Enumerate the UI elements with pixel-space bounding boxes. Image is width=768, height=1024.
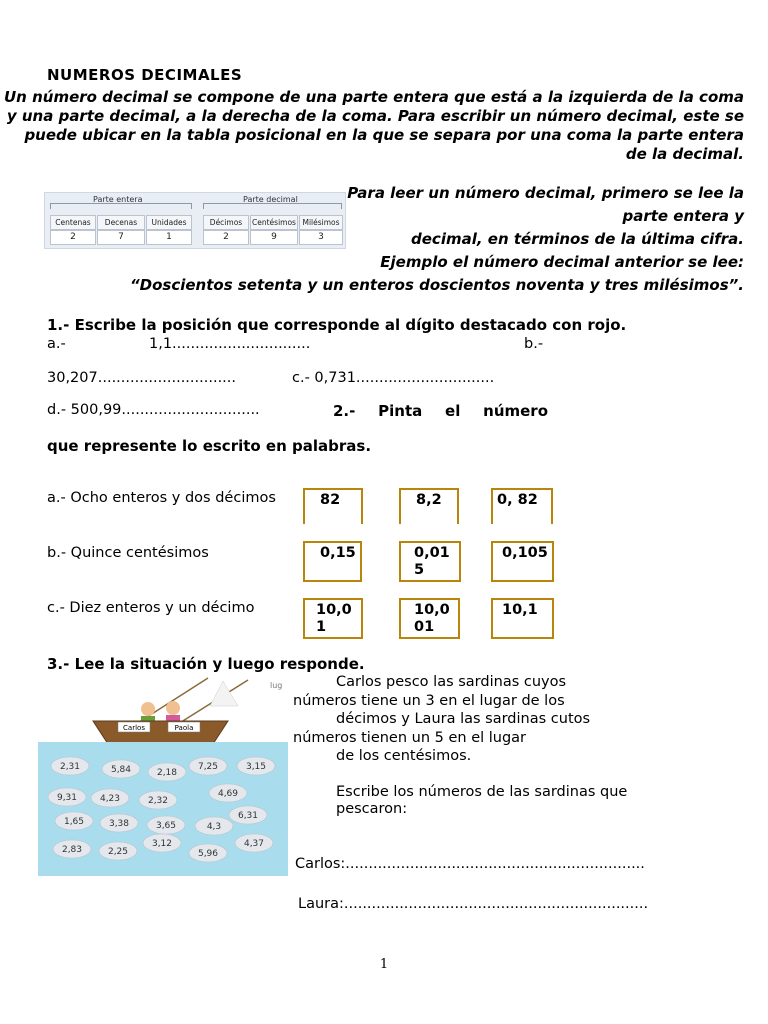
- reading-line-1: Para leer un número decimal, primero se lee la: [347, 184, 744, 202]
- sardine-number: 2,25: [107, 847, 129, 857]
- q3-text-2: números tiene un 3 en el lugar de los: [293, 693, 565, 709]
- q1-a-label: a.-: [47, 336, 66, 352]
- q2-a-option-1[interactable]: 82: [303, 488, 363, 524]
- sardine-number: 3,38: [108, 819, 130, 829]
- sardine-number: 4,23: [99, 794, 121, 804]
- intro-paragraph: Un número decimal se compone de una parte entera que está a la izquierda de la coma y una parte decimal, a la derecha de la coma. Para escribir un número decimal, este se puede ubicar en la tabla posicional en la que se separa por una coma la parte entera de la decimal.: [4, 88, 744, 163]
- sardine-number: 2,18: [156, 768, 178, 778]
- sardine-number: 3,65: [155, 821, 177, 831]
- q3-text-1: Carlos pesco las sardinas cuyos: [336, 674, 567, 690]
- q2-a-option-3[interactable]: 0, 82: [491, 488, 553, 524]
- sardine-number: 2,83: [61, 845, 83, 855]
- header-milesimos: Milésimos: [299, 215, 343, 230]
- group-entera-bracket: [50, 203, 192, 209]
- sardine-number: 9,31: [56, 793, 78, 803]
- q3-text-3: décimos y Laura las sardinas cutos: [336, 711, 591, 727]
- sardine-number: 6,31: [237, 811, 259, 821]
- reading-example: “Doscientos setenta y un enteros doscientos noventa y tres milésimos”.: [129, 276, 744, 294]
- page-title: NUMEROS DECIMALES: [47, 66, 243, 84]
- page-number: 1: [379, 957, 389, 972]
- q3-heading: 3.- Lee la situación y luego responde.: [47, 655, 365, 673]
- sardine-number: 3,12: [151, 839, 173, 849]
- name-carlos: Carlos: [123, 724, 145, 732]
- sardine-number: 7,25: [197, 762, 219, 772]
- sardine-number: 4,37: [243, 839, 265, 849]
- q2-a-label: a.- Ocho enteros y dos décimos: [47, 490, 276, 506]
- sardine-number: 4,3: [206, 822, 222, 832]
- name-paola: Paola: [174, 724, 194, 732]
- q2-b-option-2[interactable]: 0,015: [399, 541, 461, 582]
- value-centenas: 2: [50, 230, 96, 245]
- value-milesimos: 3: [299, 230, 343, 245]
- header-unidades: Unidades: [146, 215, 192, 230]
- q1-b-answer[interactable]: 30,207..............................: [47, 370, 237, 386]
- q1-c-answer[interactable]: c.- 0,731..............................: [292, 370, 495, 386]
- q1-a-answer[interactable]: 1,1..............................: [149, 336, 311, 352]
- header-centenas: Centenas: [50, 215, 96, 230]
- q2-b-option-1[interactable]: 0,15: [303, 541, 362, 582]
- q2-c-option-3[interactable]: 10,1: [491, 598, 554, 639]
- sardine-number: 4,69: [217, 789, 239, 799]
- sardine-number: 2,31: [59, 762, 81, 772]
- q2-c-option-1[interactable]: 10,01: [303, 598, 363, 639]
- fishing-illustration: [38, 676, 288, 876]
- q2-b-label: b.- Quince centésimos: [47, 545, 209, 561]
- sardine-number: 5,84: [110, 765, 132, 775]
- header-decimos: Décimos: [203, 215, 249, 230]
- q2-heading-part2: que represente lo escrito en palabras.: [47, 437, 372, 455]
- q1-b-label: b.-: [524, 336, 544, 352]
- sardine-number: 2,32: [147, 796, 169, 806]
- q1-heading: 1.- Escribe la posición que corresponde al dígito destacado con rojo.: [47, 316, 627, 334]
- q2-b-option-3[interactable]: 0,105: [491, 541, 554, 582]
- reading-line-2: parte entera y: [622, 207, 744, 225]
- boat: [93, 721, 228, 744]
- q2-c-option-2[interactable]: 10,001: [399, 598, 460, 639]
- header-decenas: Decenas: [97, 215, 145, 230]
- group-entera-label: Parte entera: [93, 195, 143, 204]
- group-decimal-bracket: [203, 203, 342, 209]
- sardine-number: 3,15: [245, 762, 267, 772]
- sardine-number: 5,96: [197, 849, 219, 859]
- child-head-carlos: [141, 702, 155, 716]
- image-label: lug: [270, 681, 283, 690]
- header-centesimos: Centésimos: [250, 215, 298, 230]
- q2-heading-part1: 2.- Pinta el número: [333, 402, 548, 420]
- q3-text-5: de los centésimos.: [336, 748, 472, 764]
- reading-line-4: Ejemplo el número decimal anterior se lee:: [380, 253, 744, 271]
- q3-text-4: números tienen un 5 en el lugar: [293, 730, 527, 746]
- value-unidades: 1: [146, 230, 192, 245]
- q3-text-6: Escribe los números de las sardinas que: [336, 784, 628, 800]
- laura-answer-line[interactable]: Laura:..................................................................: [298, 896, 649, 912]
- reading-line-3: decimal, en términos de la última cifra.: [411, 230, 744, 248]
- q1-d-answer[interactable]: d.- 500,99..............................: [47, 402, 260, 418]
- q2-a-option-2[interactable]: 8,2: [399, 488, 459, 524]
- value-centesimos: 9: [250, 230, 298, 245]
- carlos-answer-line[interactable]: Carlos:.................................................................: [295, 856, 645, 872]
- value-decimos: 2: [203, 230, 249, 245]
- q3-text-7: pescaron:: [336, 801, 408, 817]
- value-decenas: 7: [97, 230, 145, 245]
- q2-c-label: c.- Diez enteros y un décimo: [47, 600, 255, 616]
- positional-table: [44, 192, 346, 249]
- sardine-number: 1,65: [63, 817, 85, 827]
- group-decimal-label: Parte decimal: [243, 195, 298, 204]
- child-head-paola: [166, 701, 180, 715]
